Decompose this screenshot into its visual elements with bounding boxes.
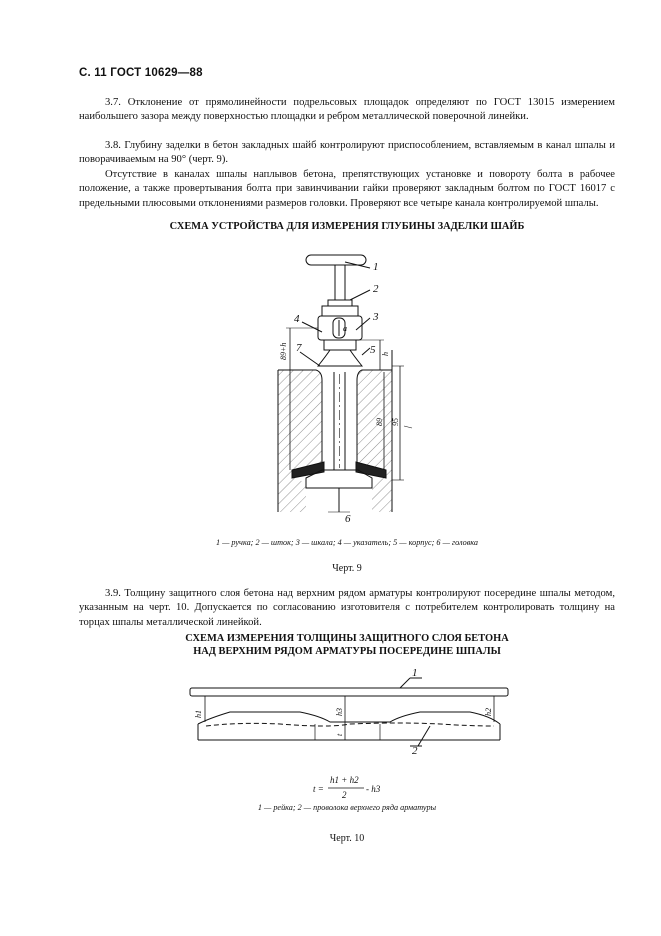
fig9-dim-h: h	[381, 352, 390, 356]
fig9-dim-95: 95	[391, 418, 400, 426]
formula-lhs: t =	[313, 784, 324, 794]
fig9-callout-6: 6	[345, 513, 351, 525]
formula-rhs: - h3	[366, 784, 381, 794]
page-header: С. 11 ГОСТ 10629—88	[79, 67, 203, 79]
fig9-callout-1: 1	[373, 261, 379, 273]
fig10-callout-1: 1	[412, 667, 418, 679]
figure-10-title-line-2: НАД ВЕРХНИМ РЯДОМ АРМАТУРЫ ПОСЕРЕДИНЕ ШПАЛЫ	[193, 646, 501, 657]
fig10-dim-h3: h3	[335, 708, 344, 716]
fig10-dim-t: t	[335, 733, 344, 736]
fig9-dim-89-plus-h: 89+h	[279, 342, 288, 360]
figure-9-legend: 1 — ручка; 2 — шток; 3 — шкала; 4 — указатель; 5 — корпус; 6 — головка	[215, 538, 479, 547]
formula-denominator: 2	[342, 790, 347, 800]
paragraph-3-8: 3.8. Глубину заделки в бетон закладных шайб контролируют приспособлением, вставляемым в канал шпалы и поворачиваемым на 90° (черт. 9).	[79, 140, 615, 166]
fig10-dim-h1: h1	[194, 710, 203, 718]
fig9-dim-89: 89	[375, 418, 384, 426]
figure-9-caption: Черт. 9	[332, 563, 362, 574]
fig9-callout-2: 2	[373, 283, 379, 295]
paragraph-3-8-continued: Отсутствие в каналах шпалы наплывов бетона, препятствующих установке и повороту болта в рабочее положение, а также провертывания болта при завинчивании гайки проверяют закладным болтом по ГОСТ 16017 с предельными плюсовыми отклонениями размеров головки. Проверяют все четыре канала контролируемой шпалы.	[79, 169, 615, 209]
fig9-callout-4: 4	[294, 313, 300, 325]
fig9-callout-7: 7	[296, 342, 302, 354]
paragraph-3-7: 3.7. Отклонение от прямолинейности подрельсовых площадок определяют по ГОСТ 13015 измерением наибольшего зазора между поверхностью площадки и ребром металлической поверочной линейки.	[79, 97, 615, 123]
fig10-dim-h2: h2	[484, 708, 493, 716]
fig9-callout-3: 3	[373, 311, 379, 323]
paragraph-3-9: 3.9. Толщину защитного слоя бетона над верхним рядом арматуры контролируют посередине шпалы методом, указанным на черт. 10. Допускается по согласованию изготовителя с потребителем контролировать толщину на торцах шпалы металлической линейкой.	[79, 588, 615, 628]
figure-10-legend: 1 — рейка; 2 — проволока верхнего ряда арматуры	[257, 803, 437, 812]
figure-10-title-line-1: СХЕМА ИЗМЕРЕНИЯ ТОЛЩИНЫ ЗАЩИТНОГО СЛОЯ БЕТОНА	[185, 633, 509, 644]
figure-9-title: СХЕМА УСТРОЙСТВА ДЛЯ ИЗМЕРЕНИЯ ГЛУБИНЫ ЗАДЕЛКИ ШАЙБ	[169, 221, 525, 232]
figure-10-caption: Черт. 10	[329, 833, 365, 844]
fig9-callout-5: 5	[370, 344, 376, 356]
fig10-callout-2: 2	[412, 745, 418, 757]
formula-numerator: h1 + h2	[330, 775, 359, 785]
fig9-letter-a: а	[343, 324, 347, 333]
